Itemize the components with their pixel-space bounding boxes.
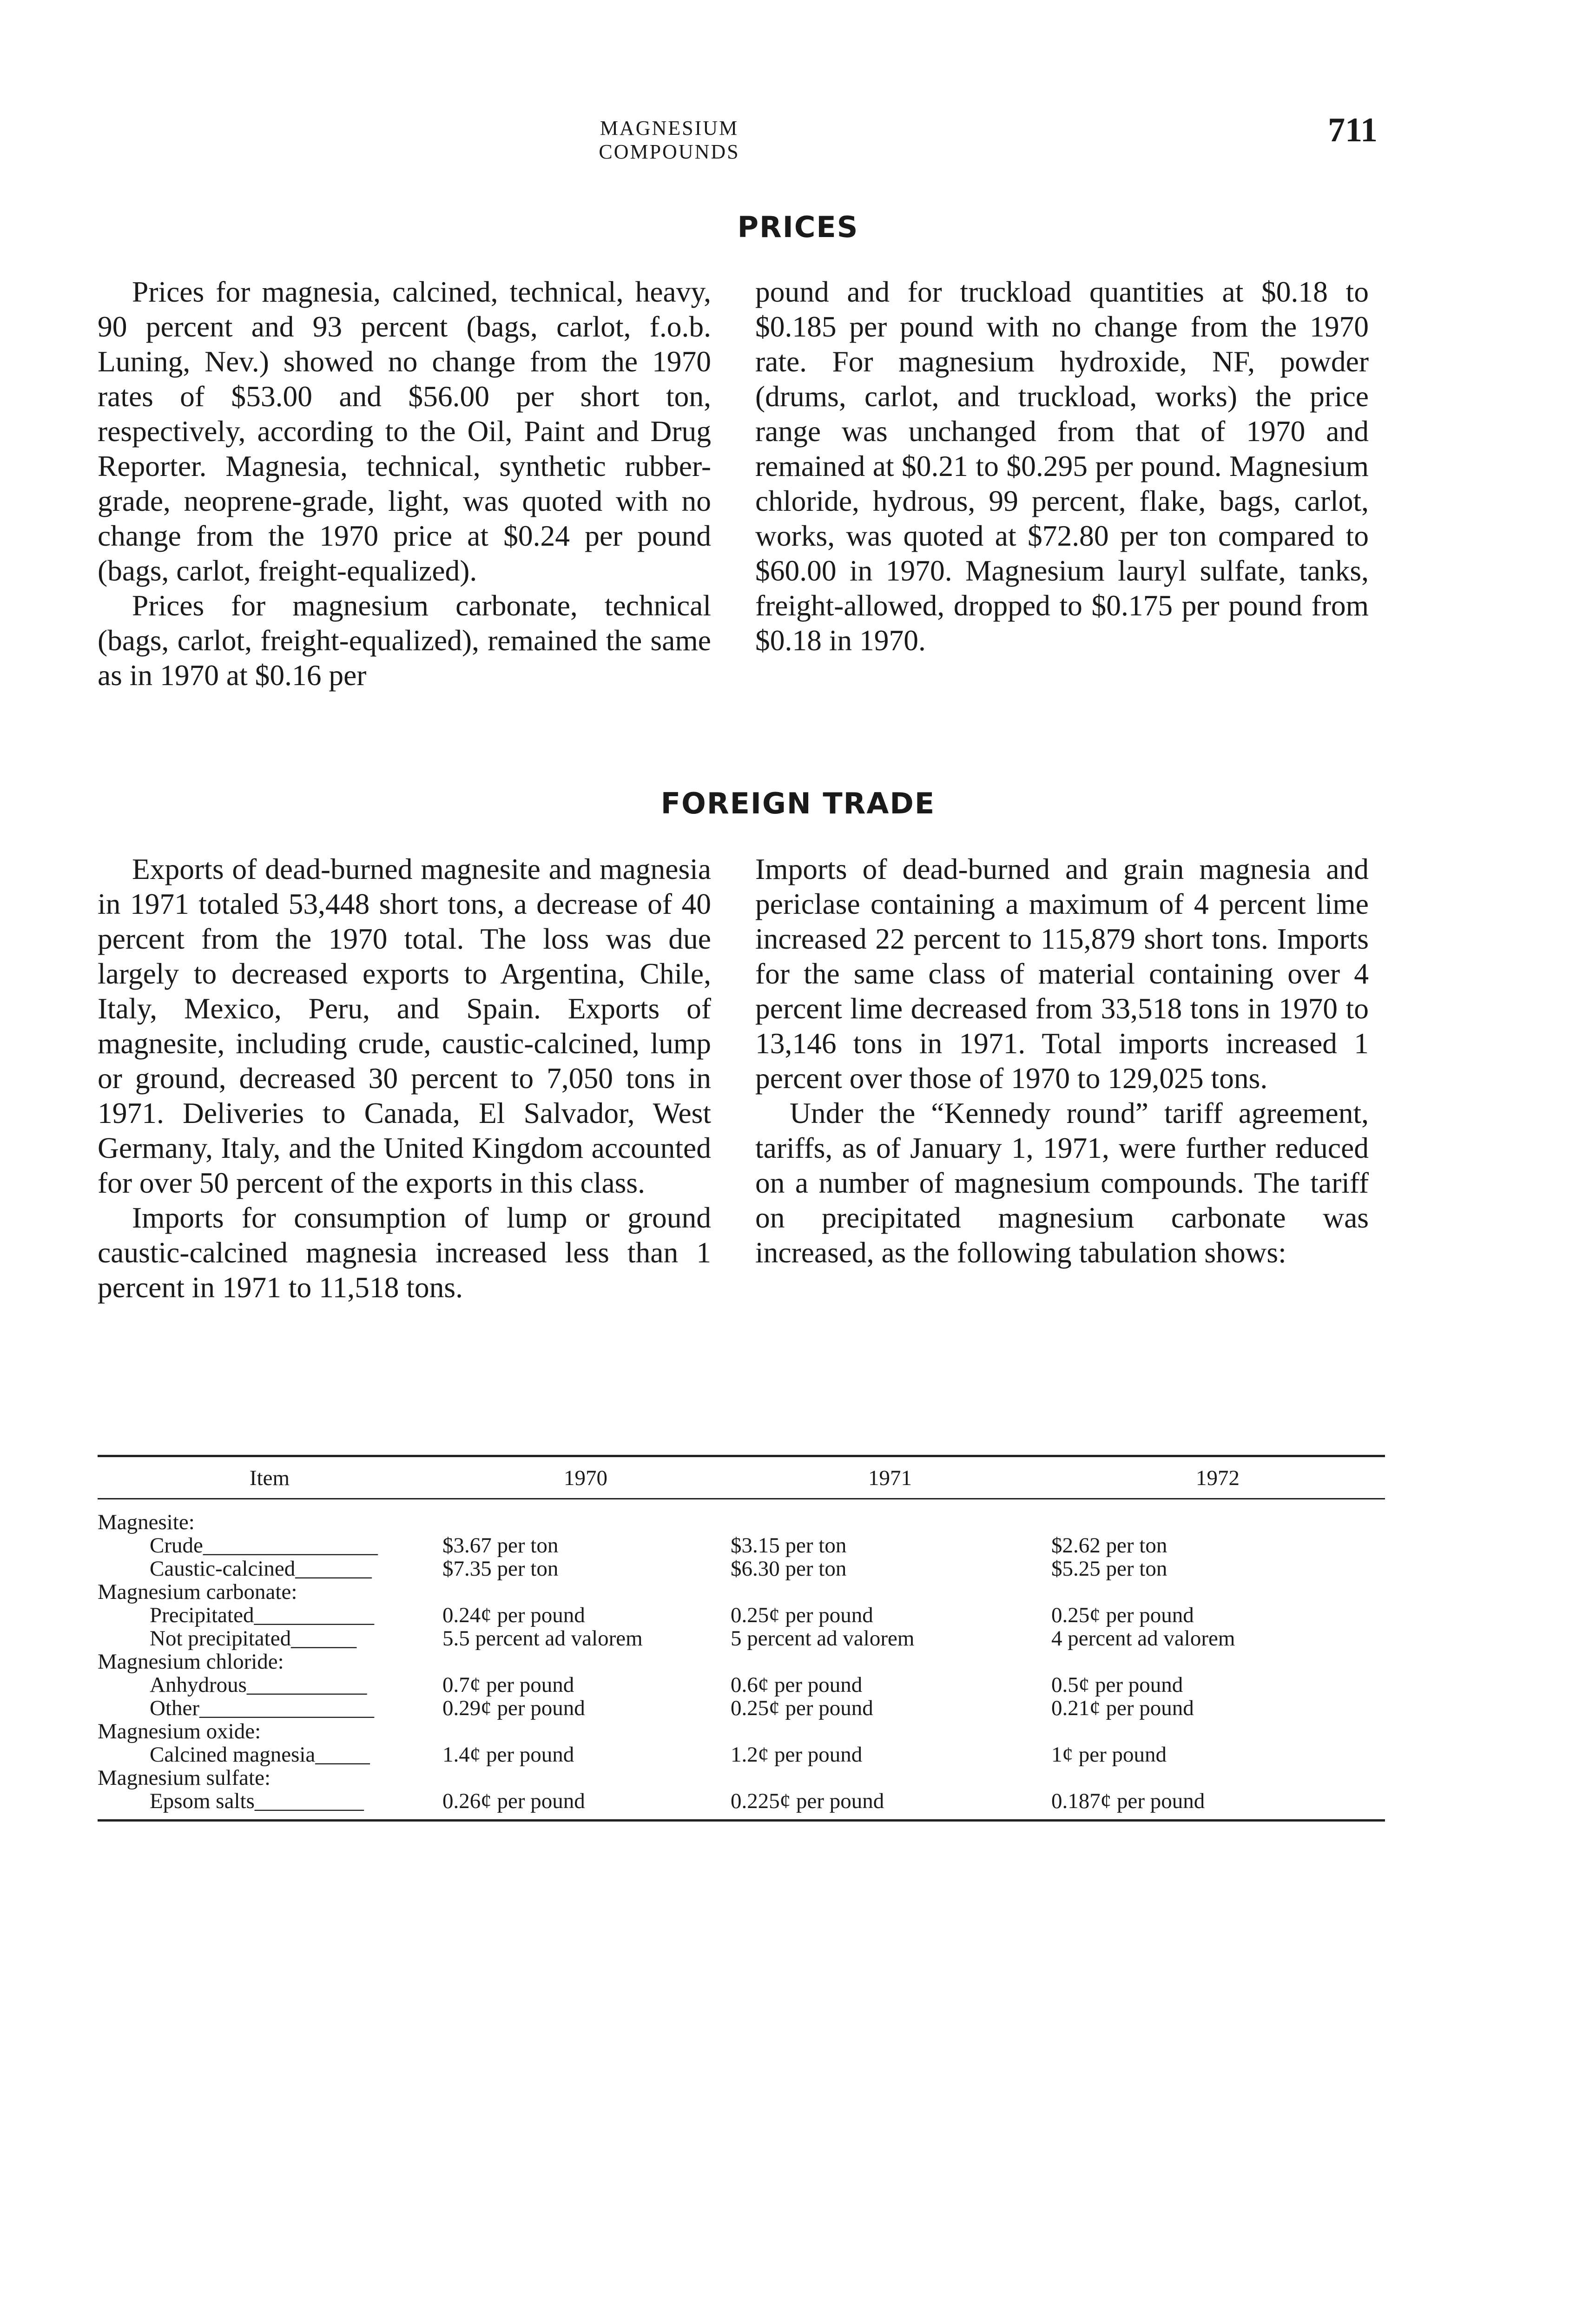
table-row — [98, 1789, 1385, 1821]
value-1972-cell — [1050, 1580, 1385, 1604]
table-row — [98, 1720, 1385, 1743]
value-1971-cell: 1.2¢ per pound — [731, 1743, 863, 1767]
table-row — [98, 1580, 1385, 1604]
paragraph: Prices for magnesium carbonate, technical (bags, carlot, freight-equalized), remained the same as in 1970 at $0.16 per — [98, 589, 711, 692]
table-row — [98, 1650, 1385, 1673]
table-row — [98, 1557, 1385, 1580]
table-row — [98, 1499, 1385, 1534]
column-header-1971: 1971 — [730, 1456, 1050, 1499]
value-1970-cell — [442, 1499, 730, 1534]
prices-heading: PRICES — [737, 210, 859, 244]
value-1970-cell: 1.4¢ per pound — [442, 1743, 574, 1767]
value-1971-cell — [730, 1766, 1050, 1789]
table-row — [98, 1697, 1385, 1720]
item-cell: Magnesium oxide: — [98, 1719, 261, 1743]
value-1970-cell — [442, 1580, 730, 1604]
value-1971-cell: 0.225¢ per pound — [730, 1789, 1050, 1821]
value-1971-cell — [730, 1650, 1050, 1673]
paragraph: Imports for consumption of lump or ground caustic-calcined magnesia increased less than 1 percent in 1971 to 11,518 tons. — [98, 1201, 711, 1304]
value-1970-cell — [442, 1766, 730, 1789]
value-1971-cell: 5 percent ad valorem — [731, 1626, 915, 1651]
prices-right-column — [755, 274, 1369, 658]
paragraph: Imports of dead-burned and grain magnesia and periclase containing a maximum of 4 percent lime increased 22 percent to 115,879 short tons. Imports for the same class of material containing over 4 percent lime decreased from 33,518 tons in 1970 to 13,146 tons in 1971. Total imports increased 1 percent over those of 1970 to 129,025 tons. — [755, 852, 1369, 1095]
item-cell: Not precipitated______ — [150, 1626, 357, 1651]
paragraph: Prices for magnesia, calcined, technical, heavy, 90 percent and 93 percent (bags, carlot, f.o.b. Luning, Nev.) showed no change from the 1970 rates of $53.00 and $56.00 per short ton, respectively, according to the Oil, Paint and Drug Reporter. Magnesia, technical, synthetic rubber-grade, neoprene-grade, light, was quoted with no change from the 1970 price at $0.24 per pound (bags, carlot, freight-equalized). — [98, 275, 711, 587]
foreign-trade-right-column — [755, 852, 1369, 1270]
value-1972-cell — [1050, 1650, 1385, 1673]
value-1972-cell — [1050, 1766, 1385, 1789]
table-header-row — [98, 1456, 1385, 1499]
value-1972-cell: 0.25¢ per pound — [1051, 1603, 1194, 1627]
item-cell: Magnesium carbonate: — [98, 1580, 297, 1604]
value-1970-cell: 0.26¢ per pound — [442, 1789, 730, 1821]
value-1972-cell: $5.25 per ton — [1051, 1557, 1167, 1581]
value-1972-cell: 0.187¢ per pound — [1050, 1789, 1385, 1821]
item-cell: Crude________________ — [150, 1533, 378, 1558]
value-1972-cell: 0.21¢ per pound — [1051, 1696, 1194, 1720]
value-1971-cell: 0.25¢ per pound — [731, 1696, 873, 1720]
prices-left-column — [98, 274, 711, 693]
foreign-trade-heading: FOREIGN TRADE — [660, 786, 936, 820]
table-row — [98, 1534, 1385, 1557]
value-1971-cell: 0.6¢ per pound — [731, 1673, 863, 1697]
value-1971-cell — [730, 1720, 1050, 1743]
foreign-trade-left-column — [98, 852, 711, 1305]
item-cell: Anhydrous___________ — [150, 1673, 367, 1697]
table-row — [98, 1743, 1385, 1766]
value-1970-cell — [442, 1720, 730, 1743]
paragraph: pound and for truckload quantities at $0.18 to $0.185 per pound with no change from the 1970 rate. For magnesium hydroxide, NF, powder (drums, carlot, and truckload, works) the price range was unchanged from that of 1970 and remained at $0.21 to $0.295 per pound. Magnesium chloride, hydrous, 99 percent, flake, bags, carlot, works, was quoted at $72.80 per ton compared to $60.00 in 1970. Magnesium lauryl sulfate, tanks, freight-allowed, dropped to $0.175 per pound from $0.18 in 1970. — [755, 275, 1369, 657]
value-1971-cell — [730, 1499, 1050, 1534]
value-1970-cell — [442, 1650, 730, 1673]
page-number: 711 — [1328, 111, 1378, 149]
table-row — [98, 1673, 1385, 1697]
paragraph: Under the “Kennedy round” tariff agreement, tariffs, as of January 1, 1971, were further reduced on a number of magnesium compounds. The tariff on precipitated magnesium carbonate was increased, as the following tabulation shows: — [755, 1096, 1369, 1269]
value-1970-cell: 5.5 percent ad valorem — [442, 1626, 643, 1651]
item-cell: Caustic-calcined_______ — [150, 1557, 372, 1581]
table-body — [98, 1499, 1385, 1821]
table-row — [98, 1627, 1385, 1650]
value-1971-cell: $6.30 per ton — [731, 1557, 847, 1581]
value-1970-cell: 0.29¢ per pound — [442, 1696, 585, 1720]
running-head: MAGNESIUM COMPOUNDS — [599, 117, 740, 163]
column-header-item: Item — [98, 1456, 442, 1499]
value-1971-cell: $3.15 per ton — [731, 1533, 847, 1558]
value-1970-cell: $3.67 per ton — [442, 1533, 559, 1558]
column-header-1972: 1972 — [1050, 1456, 1385, 1499]
item-cell: Magnesium chloride: — [98, 1650, 284, 1674]
value-1972-cell: 4 percent ad valorem — [1051, 1626, 1235, 1651]
tariff-table — [98, 1455, 1385, 1822]
value-1972-cell: 0.5¢ per pound — [1051, 1673, 1183, 1697]
item-cell: Epsom salts__________ — [98, 1789, 442, 1821]
value-1971-cell: 0.25¢ per pound — [731, 1603, 873, 1627]
item-cell: Precipitated___________ — [150, 1603, 374, 1627]
value-1972-cell — [1050, 1499, 1385, 1534]
table-row — [98, 1604, 1385, 1627]
table-row — [98, 1766, 1385, 1789]
value-1972-cell: $2.62 per ton — [1051, 1533, 1167, 1558]
column-header-1970: 1970 — [442, 1456, 730, 1499]
item-cell: Magnesite: — [98, 1510, 195, 1534]
value-1970-cell: $7.35 per ton — [442, 1557, 559, 1581]
item-cell: Other________________ — [150, 1696, 375, 1720]
paragraph: Exports of dead-burned magnesite and magnesia in 1971 totaled 53,448 short tons, a decrease of 40 percent from the 1970 total. The loss was due largely to decreased exports to Argentina, Chile, Italy, Mexico, Peru, and Spain. Exports of magnesite, including crude, caustic-calcined, lump or ground, decreased 30 percent to 7,050 tons in 1971. Deliveries to Canada, El Salvador, West Germany, Italy, and the United Kingdom accounted for over 50 percent of the exports in this class. — [98, 852, 711, 1199]
item-cell: Calcined magnesia_____ — [150, 1743, 370, 1767]
value-1972-cell: 1¢ per pound — [1051, 1743, 1167, 1767]
value-1970-cell: 0.7¢ per pound — [442, 1673, 574, 1697]
value-1970-cell: 0.24¢ per pound — [442, 1603, 585, 1627]
value-1971-cell — [730, 1580, 1050, 1604]
item-cell: Magnesium sulfate: — [98, 1766, 271, 1790]
value-1972-cell — [1050, 1720, 1385, 1743]
